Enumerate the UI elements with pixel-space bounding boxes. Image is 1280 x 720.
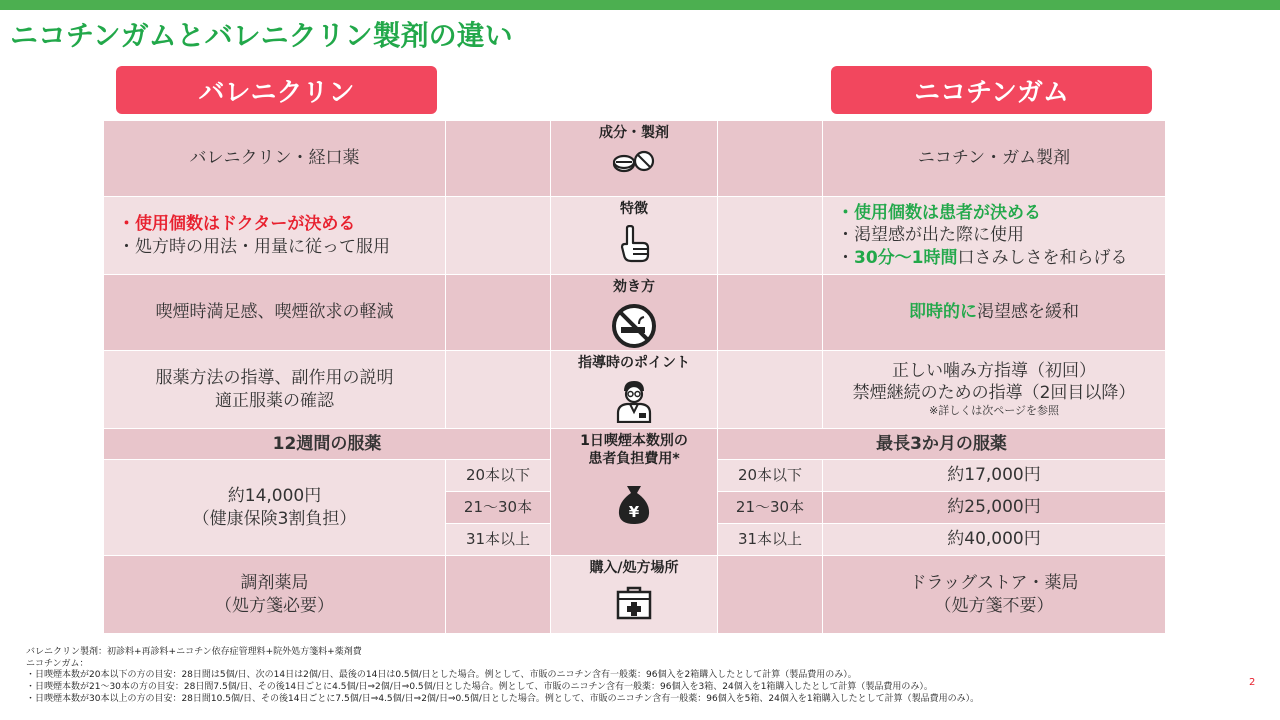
guidance-right-line-2: 禁煙継続のための指導（2回目以降） xyxy=(852,383,1136,404)
component-right-text: ニコチン・ガム製剤 xyxy=(917,148,1071,169)
component-right-spacer xyxy=(718,121,822,196)
cost-tier-right-3 xyxy=(718,524,822,555)
cost-left-price-note: （健康保険3割負担） xyxy=(192,508,357,529)
effect-right xyxy=(823,275,1165,350)
purchase-right xyxy=(823,556,1165,633)
purchase-left-line-2: （処方箋必要） xyxy=(215,595,334,616)
feature-left-spacer xyxy=(446,197,550,274)
cost-tier-right-1 xyxy=(718,460,822,491)
cost-left-header-text: 12週間の服薬 xyxy=(272,433,382,454)
effect-right-spacer xyxy=(718,275,822,350)
purchase-left xyxy=(104,556,445,633)
cost-label-cell xyxy=(551,429,717,555)
component-left-text: バレニクリン・経口薬 xyxy=(189,148,360,169)
cost-right-header xyxy=(718,429,1165,459)
footnote-line-3: ・日喫煙本数が20本以下の方の目安：28日間は5個/日、次の14日は2個/日、最後の14日は0.5個/日とした場合。例として、市販のニコチン含有一般薬：96個入を2箱購入したとして計算（製品費用のみ）。 xyxy=(26,670,857,681)
guidance-left-line-2: 適正服薬の確認 xyxy=(215,390,334,411)
footnote-line-5: ・日喫煙本数が30本以上の方の目安：28日間10.5個/日、その後14日ごとに7.5個/日⇒4.5個/日⇒2個/日⇒0.5個/日とした場合。例として、市販のニコチン含有一般薬：96個入を5箱、24個入を1箱購入したとして計算（製品費用のみ）。 xyxy=(26,693,980,704)
effect-label: 効き方 xyxy=(613,279,655,295)
component-label-cell xyxy=(551,121,717,196)
effect-right-green: 即時的に xyxy=(909,302,977,323)
footnote-line-2: ニコチンガム： xyxy=(26,658,89,669)
cost-tier-right-3-text: 31本以上 xyxy=(737,529,803,548)
feature-label-cell xyxy=(551,197,717,274)
guidance-right-spacer xyxy=(718,351,822,428)
top-accent-bar xyxy=(0,0,1280,10)
footnote-line-4: ・日喫煙本数が21～30本の方の目安：28日間7.5個/日、その後14日ごとに4.5個/日⇒2個/日⇒0.5個/日とした場合。例として、市販のニコチン含有一般薬：96個入を3箱、24個入を1箱購入したとして計算（製品費用のみ）。 xyxy=(26,682,933,693)
cost-tier-right-1-text: 20本以下 xyxy=(737,465,803,484)
cost-right-price-2 xyxy=(823,492,1165,523)
page-title: ニコチンガムとバレニクリン製剤の違い xyxy=(10,19,513,52)
footnotes xyxy=(26,647,979,705)
no-smoking-icon xyxy=(611,303,657,355)
money-bag-icon xyxy=(614,482,654,532)
feature-right-line-3 xyxy=(837,247,1128,269)
purchase-left-line-1: 調剤薬局 xyxy=(240,573,309,594)
cost-tier-left-3 xyxy=(446,524,550,555)
effect-right-rest: 渇望感を緩和 xyxy=(977,302,1079,323)
component-right xyxy=(823,121,1165,196)
cost-tier-left-1 xyxy=(446,460,550,491)
guidance-left-line-1: 服薬方法の指導、副作用の説明 xyxy=(155,368,394,389)
cost-tier-left-3-text: 31本以上 xyxy=(465,529,531,548)
feature-left xyxy=(104,197,445,274)
feature-right-line-2: ・渇望感が出た際に使用 xyxy=(837,225,1024,246)
effect-left xyxy=(104,275,445,350)
guidance-right xyxy=(823,351,1165,428)
pointing-hand-icon xyxy=(617,225,651,269)
effect-left-spacer xyxy=(446,275,550,350)
purchase-left-spacer xyxy=(446,556,550,633)
cost-tier-left-2 xyxy=(446,492,550,523)
doctor-icon xyxy=(614,379,654,429)
nicotine-gum-header-pill: ニコチンガム xyxy=(831,66,1152,114)
guidance-label-cell xyxy=(551,351,717,428)
cost-right-header-text: 最長3か月の服薬 xyxy=(876,433,1007,454)
cost-right-price-1-text: 約17,000円 xyxy=(947,465,1041,486)
cost-left-header xyxy=(104,429,550,459)
cost-tier-right-2-text: 21～30本 xyxy=(735,497,805,516)
cost-tier-right-2 xyxy=(718,492,822,523)
component-label: 成分・製剤 xyxy=(599,125,669,141)
cost-right-price-3-text: 約40,000円 xyxy=(947,529,1041,550)
purchase-label-cell xyxy=(551,556,717,633)
purchase-right-line-1: ドラッグストア・薬局 xyxy=(909,573,1079,594)
cost-left-price xyxy=(104,460,445,555)
cost-right-price-2-text: 約25,000円 xyxy=(947,497,1041,518)
first-aid-kit-icon xyxy=(615,584,653,626)
varenicline-header-pill: バレニクリン xyxy=(116,66,437,114)
component-left-spacer xyxy=(446,121,550,196)
feature-label: 特徴 xyxy=(620,201,648,217)
cost-right-price-3 xyxy=(823,524,1165,555)
feature-right xyxy=(823,197,1165,274)
purchase-right-spacer xyxy=(718,556,822,633)
cost-tier-left-1-text: 20本以下 xyxy=(465,465,531,484)
footnote-line-1: バレニクリン製剤：初診料+再診料+ニコチン依存症管理料+院外処方箋料+薬剤費 xyxy=(26,647,362,657)
guidance-right-line-1: 正しい噛み方指導（初回） xyxy=(892,361,1096,382)
component-left xyxy=(104,121,445,196)
feature-right-spacer xyxy=(718,197,822,274)
cost-label-line-2: 患者負担費用* xyxy=(588,450,680,467)
effect-left-text: 喫煙時満足感、喫煙欲求の軽減 xyxy=(155,302,394,323)
feature-right-line-3-green: 30分～1時間 xyxy=(854,247,958,268)
feature-left-line-1: ・使用個数はドクターが決める xyxy=(118,214,356,235)
feature-left-line-2: ・処方時の用法・用量に従って服用 xyxy=(118,236,390,257)
guidance-left-spacer xyxy=(446,351,550,428)
svg-text:¥: ¥ xyxy=(628,503,640,521)
cost-tier-left-2-text: 21～30本 xyxy=(463,497,533,516)
guidance-right-note: ※詳しくは次ページを参照 xyxy=(929,404,1059,418)
purchase-right-line-2: （処方箋不要） xyxy=(934,595,1054,616)
cost-right-price-1 xyxy=(823,460,1165,491)
pills-icon xyxy=(609,149,659,179)
guidance-left xyxy=(104,351,445,428)
page-number: 2 xyxy=(1249,677,1256,688)
cost-left-price-value: 約14,000円 xyxy=(227,486,322,507)
effect-label-cell xyxy=(551,275,717,350)
cost-label-line-1: 1日喫煙本数別の xyxy=(580,433,688,449)
guidance-label: 指導時のポイント xyxy=(578,355,690,371)
feature-right-line-3-prefix: ・ xyxy=(837,247,854,268)
feature-right-line-1: ・使用個数は患者が決める xyxy=(837,203,1041,224)
feature-right-line-3-rest: 口さみしさを和らげる xyxy=(957,247,1128,268)
purchase-label: 購入/処方場所 xyxy=(589,560,679,576)
